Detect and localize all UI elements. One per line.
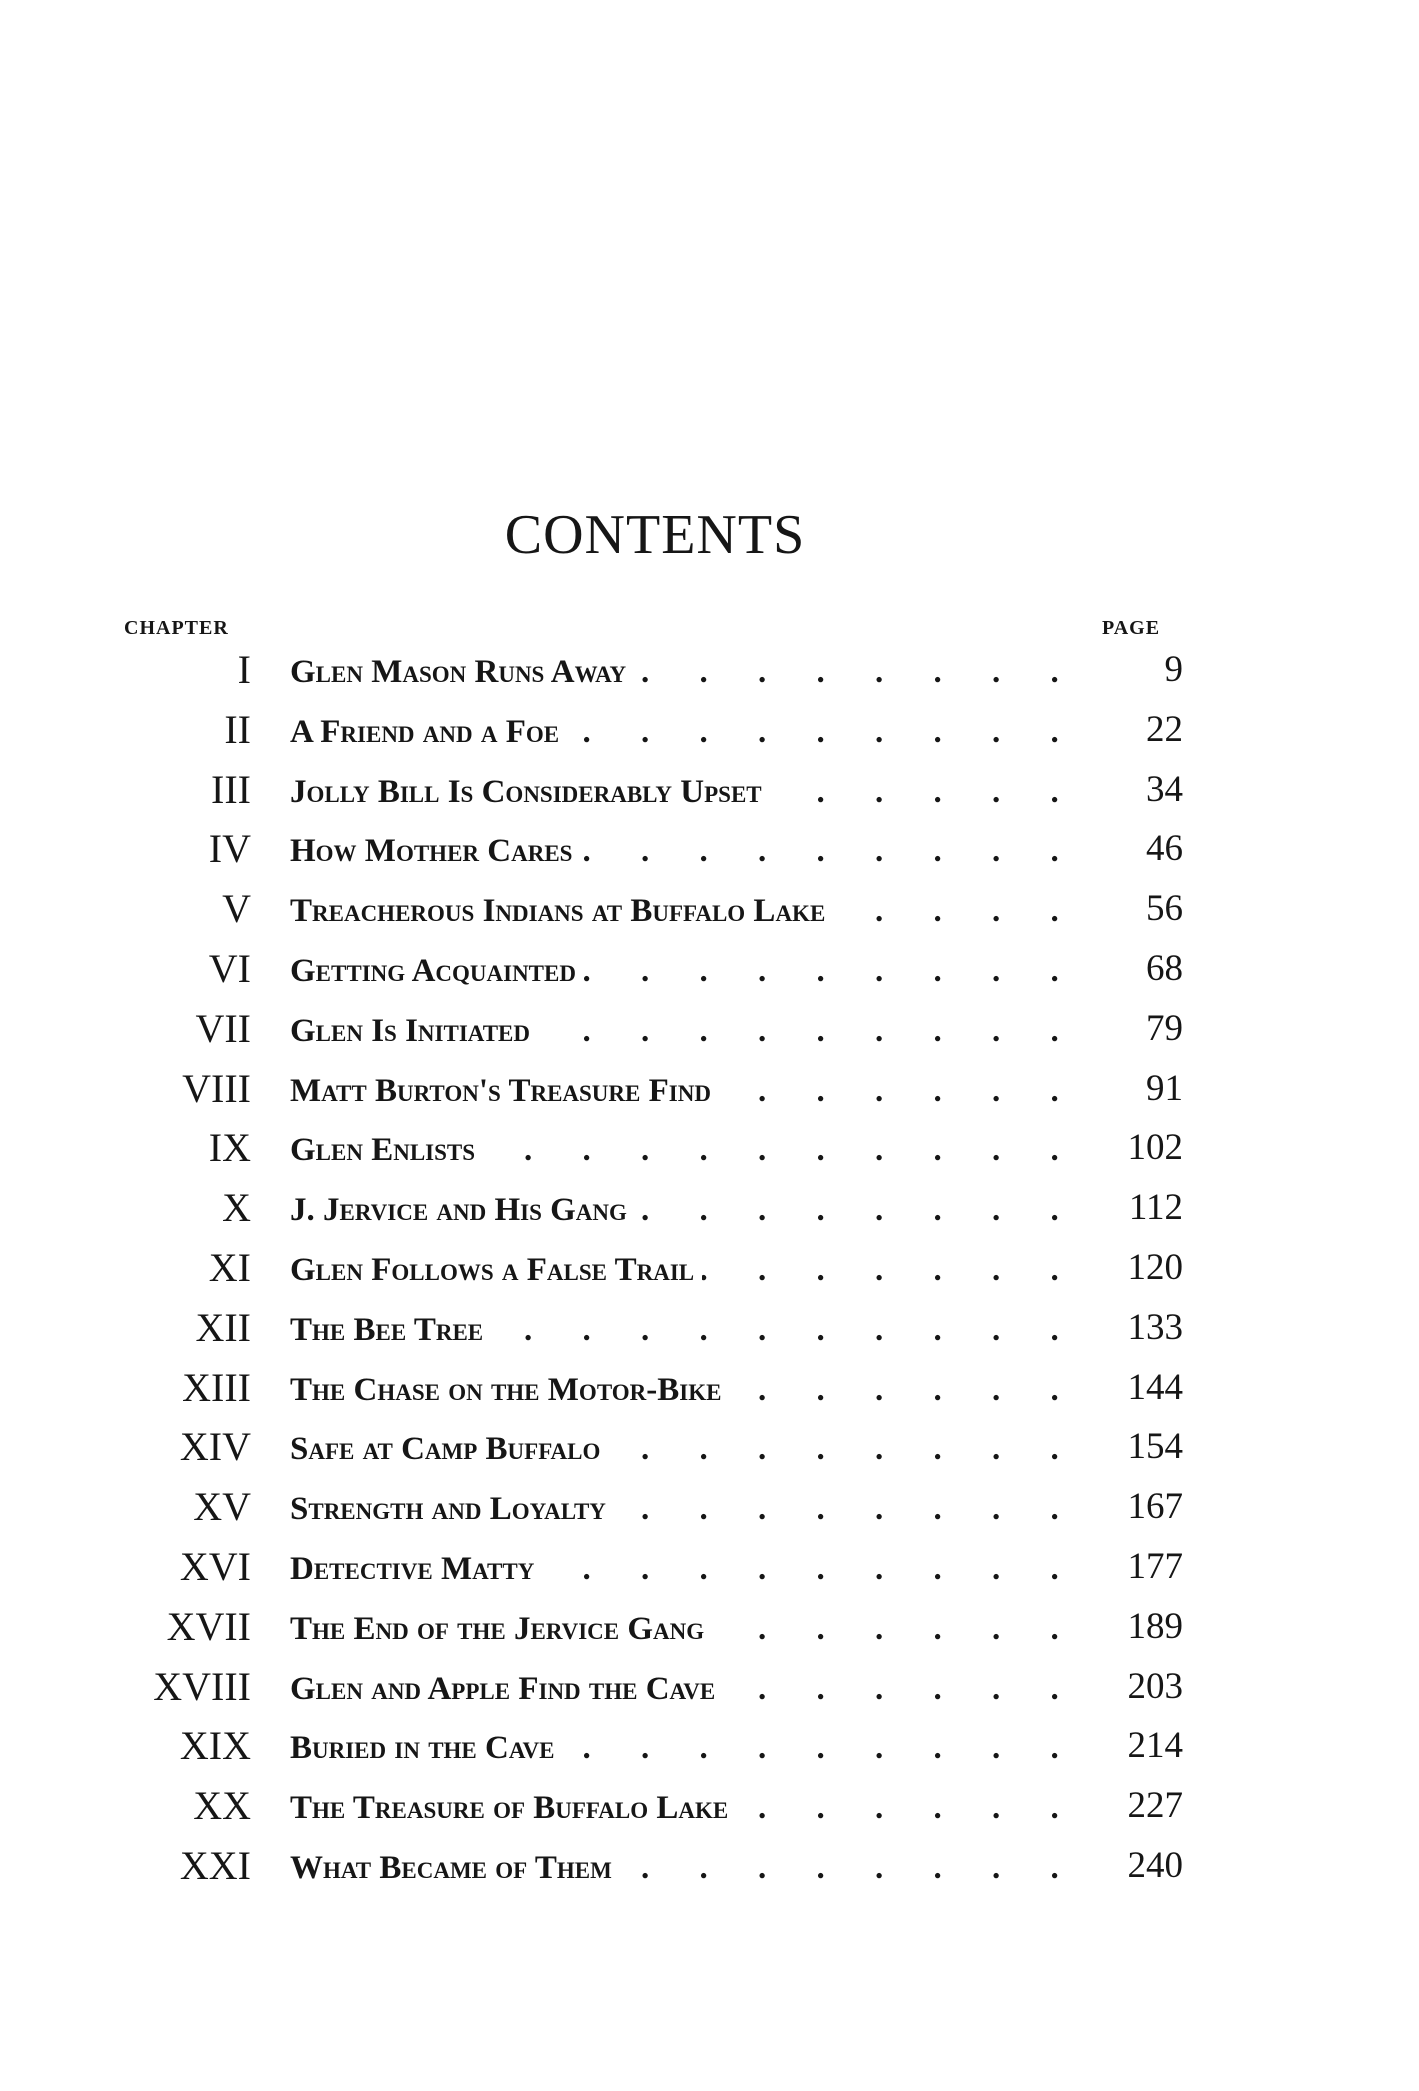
- chapter-number: XVIII: [153, 1663, 251, 1709]
- chapter-number: VIII: [182, 1065, 251, 1111]
- page-column-header: PAGE: [1102, 617, 1161, 639]
- chapter-title-line: [290, 1189, 1110, 1231]
- toc-row: [0, 1604, 1419, 1664]
- toc-row: [0, 1424, 1419, 1484]
- chapter-number: XII: [195, 1304, 251, 1350]
- chapter-page-number: 91: [1140, 1066, 1183, 1112]
- chapter-number: XIV: [179, 1424, 251, 1470]
- chapter-page-number: 68: [1140, 946, 1183, 992]
- chapter-number: XXI: [179, 1843, 251, 1888]
- chapter-page-number: 144: [1122, 1365, 1184, 1411]
- chapter-title: Getting Acquainted: [290, 953, 584, 989]
- chapter-column-header: CHAPTER: [124, 617, 229, 639]
- chapter-page-number: 56: [1140, 886, 1183, 932]
- chapter-title: Jolly Bill Is Considerably Upset: [290, 774, 770, 810]
- chapter-number: IX: [208, 1125, 251, 1171]
- toc-row: [0, 886, 1419, 946]
- toc-row: [0, 1125, 1419, 1185]
- toc-row: [0, 1185, 1419, 1245]
- chapter-title-line: [290, 1488, 1110, 1530]
- toc-row: [0, 1365, 1419, 1425]
- chapter-title: Glen Is Initiated: [290, 1013, 538, 1049]
- chapter-title: The End of the Jervice Gang: [290, 1611, 712, 1647]
- chapter-title-line: [290, 1608, 1110, 1650]
- chapter-page-number: 240: [1122, 1843, 1184, 1889]
- chapter-title: Detective Matty: [290, 1551, 542, 1587]
- chapter-number: III: [211, 766, 251, 812]
- toc-row: [0, 1723, 1419, 1783]
- chapter-title-line: [290, 830, 1110, 872]
- toc-row: [0, 1783, 1419, 1843]
- toc-row: [0, 1484, 1419, 1544]
- chapter-title: The Chase on the Motor-Bike: [290, 1372, 729, 1408]
- chapter-title-line: [290, 651, 1110, 693]
- chapter-title-line: [290, 890, 1110, 932]
- chapter-page-number: 133: [1122, 1305, 1184, 1351]
- chapter-number: VI: [208, 946, 251, 991]
- chapter-title: Strength and Loyalty: [290, 1491, 614, 1527]
- chapter-title-line: [290, 1428, 1110, 1470]
- toc-row: [0, 1664, 1419, 1724]
- toc-row: [0, 1245, 1419, 1305]
- chapter-number: X: [222, 1185, 251, 1231]
- chapter-title: Glen Mason Runs Away: [290, 654, 634, 690]
- chapter-title: J. Jervice and His Gang: [290, 1192, 635, 1228]
- chapter-title: Glen Follows a False Trail: [290, 1252, 702, 1288]
- chapter-title-line: [290, 771, 1110, 813]
- toc-row: [0, 1066, 1419, 1126]
- chapter-title: Matt Burton's Treasure Find: [290, 1073, 719, 1109]
- chapter-number: VII: [195, 1005, 251, 1051]
- chapter-number: XX: [193, 1783, 251, 1829]
- toc-row: [0, 1006, 1419, 1066]
- chapter-title: Safe at Camp Buffalo: [290, 1431, 608, 1467]
- chapter-title: A Friend and a Foe: [290, 714, 567, 750]
- chapter-title-line: [290, 950, 1110, 992]
- chapter-page-number: 46: [1140, 826, 1183, 872]
- chapter-title: Treacherous Indians at Buffalo Lake: [290, 893, 833, 929]
- chapter-number: XI: [208, 1245, 251, 1290]
- chapter-page-number: 102: [1122, 1125, 1184, 1171]
- chapter-title-line: [290, 1309, 1110, 1351]
- chapter-page-number: 214: [1122, 1723, 1184, 1769]
- chapter-title: The Bee Tree: [290, 1312, 491, 1348]
- chapter-title-line: [290, 1369, 1110, 1411]
- chapter-page-number: 167: [1122, 1484, 1184, 1530]
- chapter-page-number: 34: [1140, 767, 1183, 813]
- chapter-number: XIX: [179, 1723, 251, 1769]
- chapter-number: I: [237, 647, 251, 692]
- toc-row: [0, 1305, 1419, 1365]
- chapter-title: How Mother Cares: [290, 833, 580, 869]
- toc-row: [0, 647, 1419, 707]
- chapter-title-line: [290, 1727, 1110, 1769]
- chapter-number: II: [224, 706, 251, 752]
- chapter-title: Glen Enlists: [290, 1132, 483, 1168]
- toc-row: [0, 1544, 1419, 1604]
- chapter-page-number: 79: [1140, 1006, 1183, 1052]
- chapter-number: XVII: [166, 1603, 251, 1649]
- chapter-number: IV: [208, 826, 251, 872]
- chapter-page-number: 227: [1122, 1783, 1184, 1829]
- chapter-page-number: 177: [1122, 1544, 1184, 1590]
- chapter-page-number: 203: [1122, 1664, 1184, 1710]
- chapter-title-line: [290, 1249, 1110, 1291]
- chapter-title: What Became of Them: [290, 1850, 620, 1886]
- chapter-number: XIII: [182, 1364, 251, 1410]
- toc-row: [0, 826, 1419, 886]
- chapter-page-number: 9: [1159, 647, 1184, 693]
- chapter-title: The Treasure of Buffalo Lake: [290, 1790, 736, 1826]
- chapter-page-number: 189: [1122, 1604, 1184, 1650]
- chapter-number: V: [222, 886, 251, 932]
- chapter-number: XV: [193, 1484, 251, 1530]
- page-title: CONTENTS: [504, 504, 806, 566]
- chapter-title-line: [290, 1548, 1110, 1590]
- toc-row: [0, 707, 1419, 767]
- chapter-number: XVI: [179, 1544, 251, 1589]
- chapter-title-line: [290, 1668, 1110, 1710]
- chapter-title: Glen and Apple Find the Cave: [290, 1671, 723, 1707]
- chapter-page-number: 120: [1122, 1245, 1184, 1291]
- chapter-title-line: [290, 1129, 1110, 1171]
- chapter-title-line: [290, 1070, 1110, 1112]
- chapter-title: Buried in the Cave: [290, 1730, 562, 1766]
- toc-row: [0, 1843, 1419, 1903]
- toc-row: [0, 946, 1419, 1006]
- chapter-page-number: 22: [1140, 707, 1183, 753]
- chapter-title-line: [290, 1010, 1110, 1052]
- chapter-page-number: 112: [1123, 1185, 1183, 1231]
- chapter-page-number: 154: [1122, 1424, 1184, 1470]
- chapter-title-line: [290, 1787, 1110, 1829]
- chapter-title-line: [290, 711, 1110, 753]
- toc-row: [0, 767, 1419, 827]
- chapter-title-line: [290, 1847, 1110, 1889]
